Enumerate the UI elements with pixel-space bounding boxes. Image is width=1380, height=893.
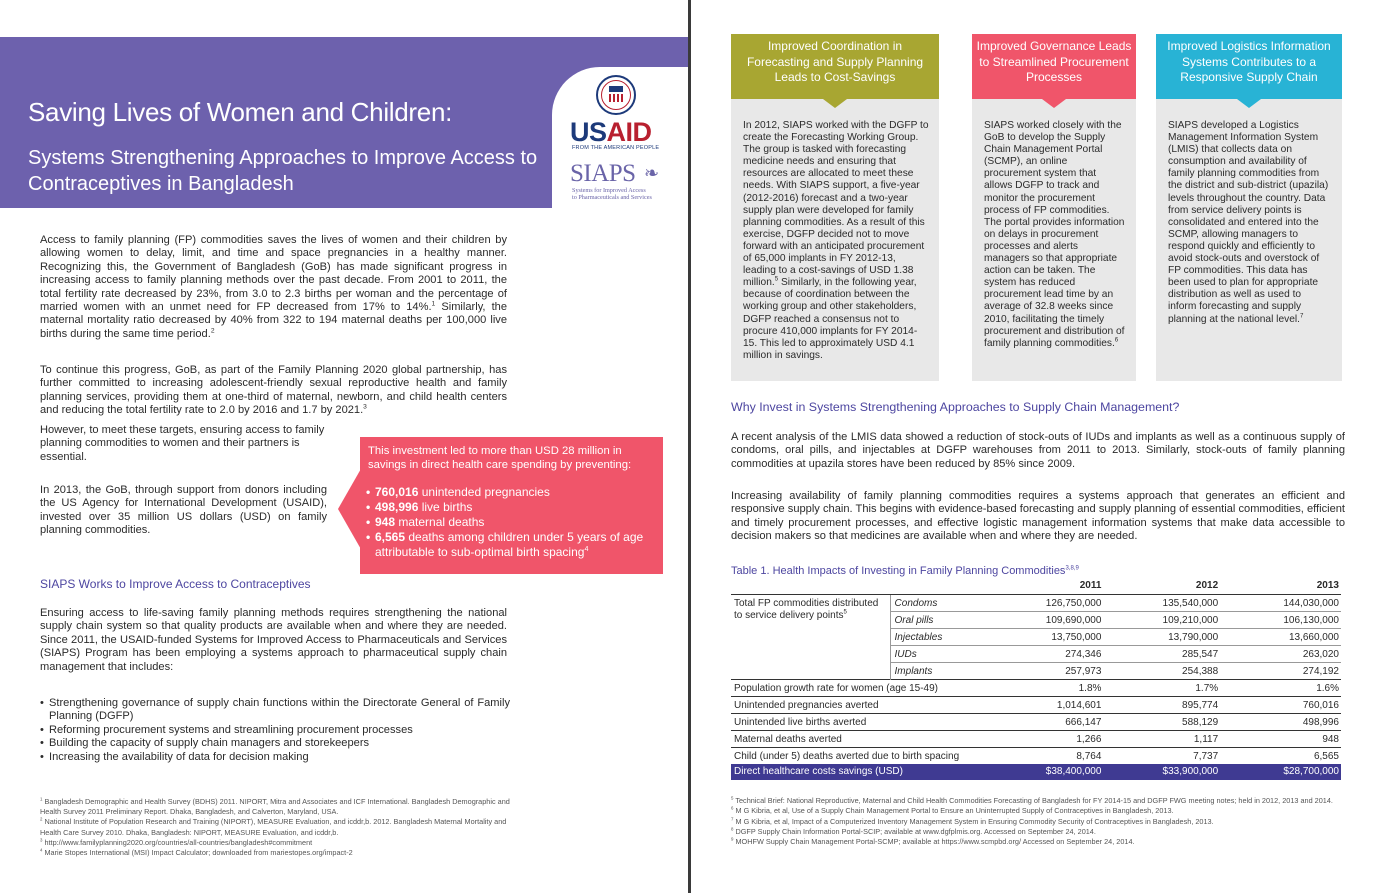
table-row: Implants 257,973 254,388 274,192	[731, 662, 1341, 679]
table-total-row: Direct healthcare costs savings (USD) $38,400,000 $33,900,000 $28,700,000	[731, 764, 1341, 780]
table-row: Child (under 5) deaths averted due to birth spacing 8,764 7,737 6,565	[731, 747, 1341, 764]
savings-callout	[338, 437, 663, 574]
table-row: Maternal deaths averted 1,266 1,117 948	[731, 730, 1341, 747]
column-body: SIAPS developed a Logistics Management Information System (LMIS) that collects data on consumption and availability of family planning commodities from the district and sub-district (upazila) levels throughout the country. Data from service delivery points is consolidated and entered into the SCMP, allowing managers to respond quickly and efficiently to avoid stock-outs and overstock of FP commodities. This data has been used to plan for appropriate distribution as well as used to inform forecasting and supply planning at the national level.$^7$	[1156, 99, 1342, 381]
table-row: Injectables 13,750,000 13,790,000 13,660,000	[731, 628, 1341, 645]
footnotes-left	[40, 797, 520, 858]
footnote: $^7$ M G Kibria, et al, Impact of a Computerized Inventory Management System in Ensuring Commodity Security of Contraceptives in Bangladesh, 2013.	[731, 816, 1214, 826]
table-row: Population growth rate for women (age 15-49) 1.8% 1.7% 1.6%	[731, 679, 1341, 696]
year-header: 2011	[1079, 580, 1102, 591]
callout-list	[366, 485, 658, 560]
logistics-column	[1156, 34, 1342, 381]
group-label: Total FP commodities distributed to service delivery points$^5$	[731, 594, 890, 679]
page-left	[0, 0, 688, 893]
list-item: • Strengthening governance of supply chain functions within the Directorate General of Family Planning (DGFP)	[40, 697, 510, 724]
health-impacts-table	[731, 578, 1341, 780]
table-title: Table 1. Health Impacts of Investing in Family Planning Commodities$^{3,8,9}$	[731, 565, 1079, 577]
fp2020-paragraph: To continue this progress, GoB, as part of the Family Planning 2020 global partnership, has further committed to increasing adolescent-friendly sexual reproductive health and family planning services, providing them at one-third of maternal, newborn, and child health centers and reducing the total fertility rate to 2.0 by 2016 and 1.7 by 2021.$^3$	[40, 364, 507, 417]
callout-item: • 760,016 unintended pregnancies	[366, 485, 658, 500]
systems-paragraph: Increasing availability of family planning commodities requires a systems approach that generates an efficient and responsive supply chain. This begins with evidence-based forecasting and supply planning of essential commodities, efficient and timely procurement processes, and effective logistic management information systems that make data accessible to decision makers so that medicines are available when and where they are needed.	[731, 490, 1345, 543]
table-row: Unintended pregnancies averted 1,014,601 895,774 760,016	[731, 696, 1341, 713]
table-row: Oral pills 109,690,000 109,210,000 106,130,000	[731, 611, 1341, 628]
footnote: $^6$ M G Kibria, et al, Use of a Supply Chain Management Portal to Ensure an Uninterrupted Supply of Contraceptives in Bangladesh, 2013.	[731, 805, 1174, 816]
lmis-paragraph: A recent analysis of the LMIS data showed a reduction of stock-outs of IUDs and implants as well as a continuous supply of condoms, oral pills, and injectables at DGFP warehouses from 2011 to 2013. Similarly, stock-outs of family planning commodities at upazila stores have been reduced by 85% since 2009.	[731, 431, 1345, 470]
intro-paragraph: Access to family planning (FP) commodities saves the lives of women and their children by allowing women to delay, limit, and time and space pregnancies in a healthy manner. Recognizing this, the Government of Bangladesh (GoB) has made significant progress in increasing access to family planning methods over the past decade. From 2001 to 2011, the total fertility rate decreased by 23%, from 3.0 to 2.3 births per woman and the percentage of married women with an unmet need for FP decreased from 17% to 14%.$^1$ Similarly, the maternal mortality ratio decreased by 40% from 322 to 194 maternal deaths per 100,000 live births during the same time period.$^2$	[40, 234, 507, 340]
siaps-figure-icon: ❧	[644, 163, 660, 183]
siaps-section-heading: SIAPS Works to Improve Access to Contraceptives	[40, 577, 311, 591]
footnote: $^1$ Bangladesh Demographic and Health Survey (BDHS) 2011. NIPORT, Mitra and Associates and ICF International. Bangladesh Demographic and Health Survey 2011 Preliminary Report. Dhaka, Bangladesh, and Calverton, Maryland, USA.	[40, 796, 510, 817]
table-row: Total FP commodities distributed to service delivery points$^5$ Condoms 126,750,000 135,540,000 144,030,000	[731, 594, 1341, 611]
logo-panel	[552, 67, 688, 208]
callout-item: • 948 maternal deaths	[366, 515, 658, 530]
coordination-column	[731, 34, 939, 381]
approach-list	[40, 697, 510, 764]
page-subtitle: Systems Strengthening Approaches to Improve Access to Contraceptives in Bangladesh	[28, 147, 538, 195]
year-header: 2012	[1195, 580, 1219, 591]
page-title: Saving Lives of Women and Children:	[28, 97, 453, 127]
column-heading: Improved Coordination in Forecasting and Supply Planning Leads to Cost-Savings	[731, 34, 939, 99]
footnote: $^8$ DGFP Supply Chain Information Portal-SCIP; available at www.dgfplmis.org. Accessed on September 24, 2014.	[731, 826, 1096, 836]
callout-item: • 498,996 live births	[366, 500, 658, 515]
why-invest-heading: Why Invest in Systems Strengthening Approaches to Supply Chain Management?	[731, 400, 1180, 414]
siaps-tagline: Systems for Improved Access to Pharmaceuticals and Services	[572, 187, 652, 201]
footnote: $^2$ National Institute of Population Research and Training (NIPORT), MEASURE Evaluation, and icddr,b. 2012. Bangladesh Maternal Mortality and Health Care Survey 2010. Dhaka, Bangladesh: NIPORT, MEASURE Evaluation, and icddr,b.	[40, 816, 507, 837]
callout-intro: This investment led to more than USD 28 million in savings in direct health care spending by preventing:	[368, 445, 632, 471]
footnote: $^3$ http://www.familyplanning2020.org/countries/all-countries/bangladesh#commitment	[40, 837, 313, 847]
footnote: $^4$ Marie Stopes International (MSI) Impact Calculator; downloaded from mariestopes.org/impact-2	[40, 847, 353, 858]
governance-column	[972, 34, 1136, 381]
column-body: SIAPS worked closely with the GoB to develop the Supply Chain Management Portal (SCMP), an online procurement system that allows DGFP to track and monitor the procurement process of FP commodities. The portal provides information on delays in procurement processes and alerts managers so that appropriate action can be taken. The system has reduced procurement lead time by an average of 32.8 weeks since 2010, facilitating the timely procurement and distribution of family planning commodities.$^6$	[972, 99, 1136, 381]
callout-item: • 6,565 deaths among children under 5 years of age attributable to sub-optimal birth spacing$^4$	[366, 530, 658, 560]
footnote: $^5$ Technical Brief: National Reproductive, Maternal and Child Health Commodities Forecasting of Bangladesh for FY 2014-15 and DGFP FWG meeting notes; held in 2012, 2013 and 2014.	[731, 795, 1333, 805]
table-row: IUDs 274,346 285,547 263,020	[731, 645, 1341, 662]
table-row: Unintended live births averted 666,147 588,129 498,996	[731, 713, 1341, 730]
column-heading: Improved Governance Leads to Streamlined Procurement Processes	[972, 34, 1136, 99]
targets-paragraph: However, to meet these targets, ensuring access to family planning commodities to women and their partners is essential.	[40, 424, 325, 463]
list-item: • Reforming procurement systems and streamlining procurement processes	[40, 724, 510, 737]
list-item: • Increasing the availability of data for decision making	[40, 751, 510, 764]
list-item: • Building the capacity of supply chain managers and storekeepers	[40, 737, 510, 750]
table-header-row	[731, 578, 1341, 594]
footnote: $^9$ MOHFW Supply Chain Management Portal-SCMP; available at https://www.scmpbd.org/ Accessed on September 24, 2014.	[731, 836, 1135, 847]
footnotes-right	[731, 796, 1351, 847]
year-header: 2013	[1316, 580, 1339, 591]
usaid-tagline: FROM THE AMERICAN PEOPLE	[572, 145, 660, 151]
siaps-logo: SIAPS	[570, 160, 636, 187]
page-right	[691, 0, 1380, 893]
siaps-paragraph: Ensuring access to life-saving family planning methods requires strengthening the national supply chain system so that quality products are available when and where they are needed. Since 2011, the USAID-funded Systems for Improved Access to Pharmaceuticals and Services (SIAPS) Program has been employing a systems approach to pharmaceutical supply chain management that includes:	[40, 607, 507, 673]
investment-paragraph: In 2013, the GoB, through support from donors including the US Agency for International Development (USAID), invested over 35 million US dollars (USD) on family planning commodities.	[40, 484, 327, 537]
column-body: In 2012, SIAPS worked with the DGFP to create the Forecasting Working Group. The group is tasked with forecasting medicine needs and ensuring that resources are allocated to meet these needs. With SIAPS support, a five-year (2012-2016) forecast and a two-year supply plan were developed for family planning commodities. As a result of this exercise, DGFP decided not to move forward with an anticipated procurement of 65,000 implants in FY 2012-13, leading to a cost-savings of USD 1.38 million.$^5$ Similarly, in the following year, because of coordination between the working group and other stakeholders, DGFP reached a consensus not to procure 410,000 implants for FY 2014-15. This led to approximately USD 4.1 million in savings.	[731, 99, 939, 381]
usaid-seal-icon	[596, 75, 636, 115]
column-heading: Improved Logistics Information Systems Contributes to a Responsive Supply Chain	[1156, 34, 1342, 99]
usaid-logo: USAID	[570, 117, 652, 147]
callout-arrow	[338, 467, 362, 551]
